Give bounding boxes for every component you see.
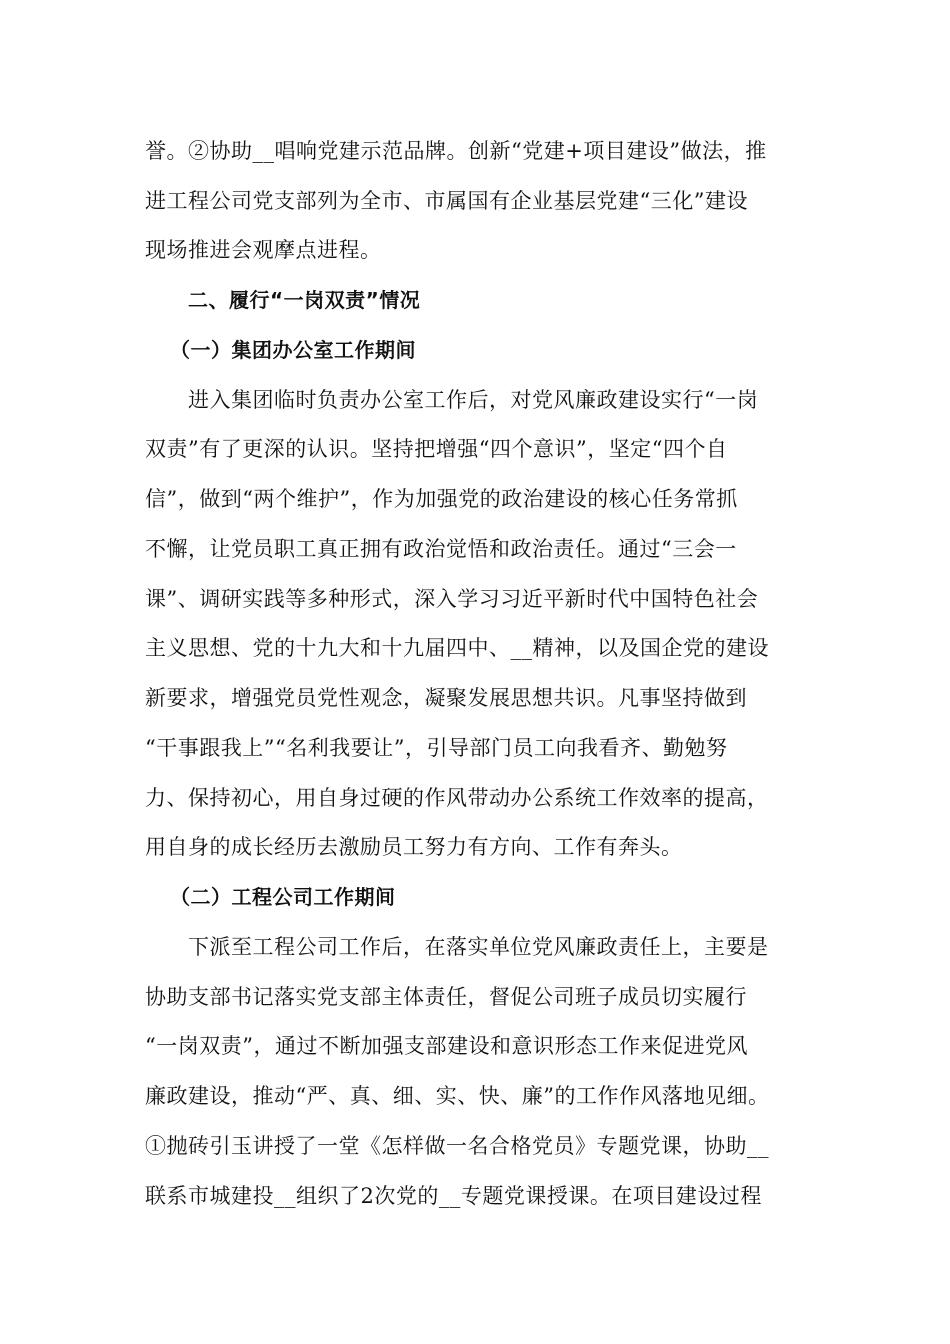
subsection-heading: （二）工程公司工作期间	[170, 885, 396, 909]
body-line: 课”、调研实践等多种形式，深入学习习近平新时代中国特色社会	[145, 587, 759, 611]
body-line: 誉。②协助__唱响党建示范品牌。创新“党建+项目建设”做法，推	[145, 139, 767, 163]
body-line: “一岗双责”，通过不断加强支部建设和意识形态工作来促进党风	[145, 1034, 748, 1058]
body-line: ①抛砖引玉讲授了一堂《怎样做一名合格党员》专题党课，协助__	[145, 1134, 769, 1158]
body-line: 力、保持初心，用自身过硬的作风带动办公系统工作效率的提高，	[145, 786, 769, 810]
body-line: 双责”有了更深的认识。坚持把增强“四个意识”，坚定“四个自	[145, 437, 728, 461]
body-line: 廉政建设，推动“严、真、细、实、快、廉”的工作作风落地见细。	[145, 1084, 770, 1108]
body-line: 不懈，让党员职工真正拥有政治觉悟和政治责任。通过“三会一	[145, 537, 737, 561]
body-line: 主义思想、党的十九大和十九届四中、__精神，以及国企党的建设	[145, 636, 769, 660]
subsection-heading: （一）集团办公室工作期间	[170, 338, 416, 362]
body-line: 信”，做到“两个维护”，作为加强党的政治建设的核心任务常抓	[145, 487, 738, 511]
body-line: 用自身的成长经历去激励员工努力有方向、工作有奔头。	[145, 835, 683, 859]
paragraph-first-line: 进入集团临时负责办公室工作后，对党风廉政建设实行“一岗	[188, 388, 759, 412]
body-line: 协助支部书记落实党支部主体责任，督促公司班子成员切实履行	[145, 985, 747, 1009]
body-line: “干事跟我上”“名利我要让”，引导部门员工向我看齐、勤勉努	[145, 736, 728, 760]
body-line: 联系市城建投__组织了2次党的__专题党课授课。在项目建设过程	[145, 1184, 762, 1208]
body-line: 现场推进会观摩点进程。	[145, 238, 382, 262]
body-line: 进工程公司党支部列为全市、市属国有企业基层党建“三化”建设	[145, 189, 748, 213]
paragraph-first-line: 下派至工程公司工作后，在落实单位党风廉政责任上，主要是	[188, 935, 769, 959]
section-heading: 二、履行“一岗双责”情况	[188, 288, 421, 312]
body-line: 新要求，增强党员党性观念，凝聚发展思想共识。凡事坚持做到	[145, 686, 747, 710]
